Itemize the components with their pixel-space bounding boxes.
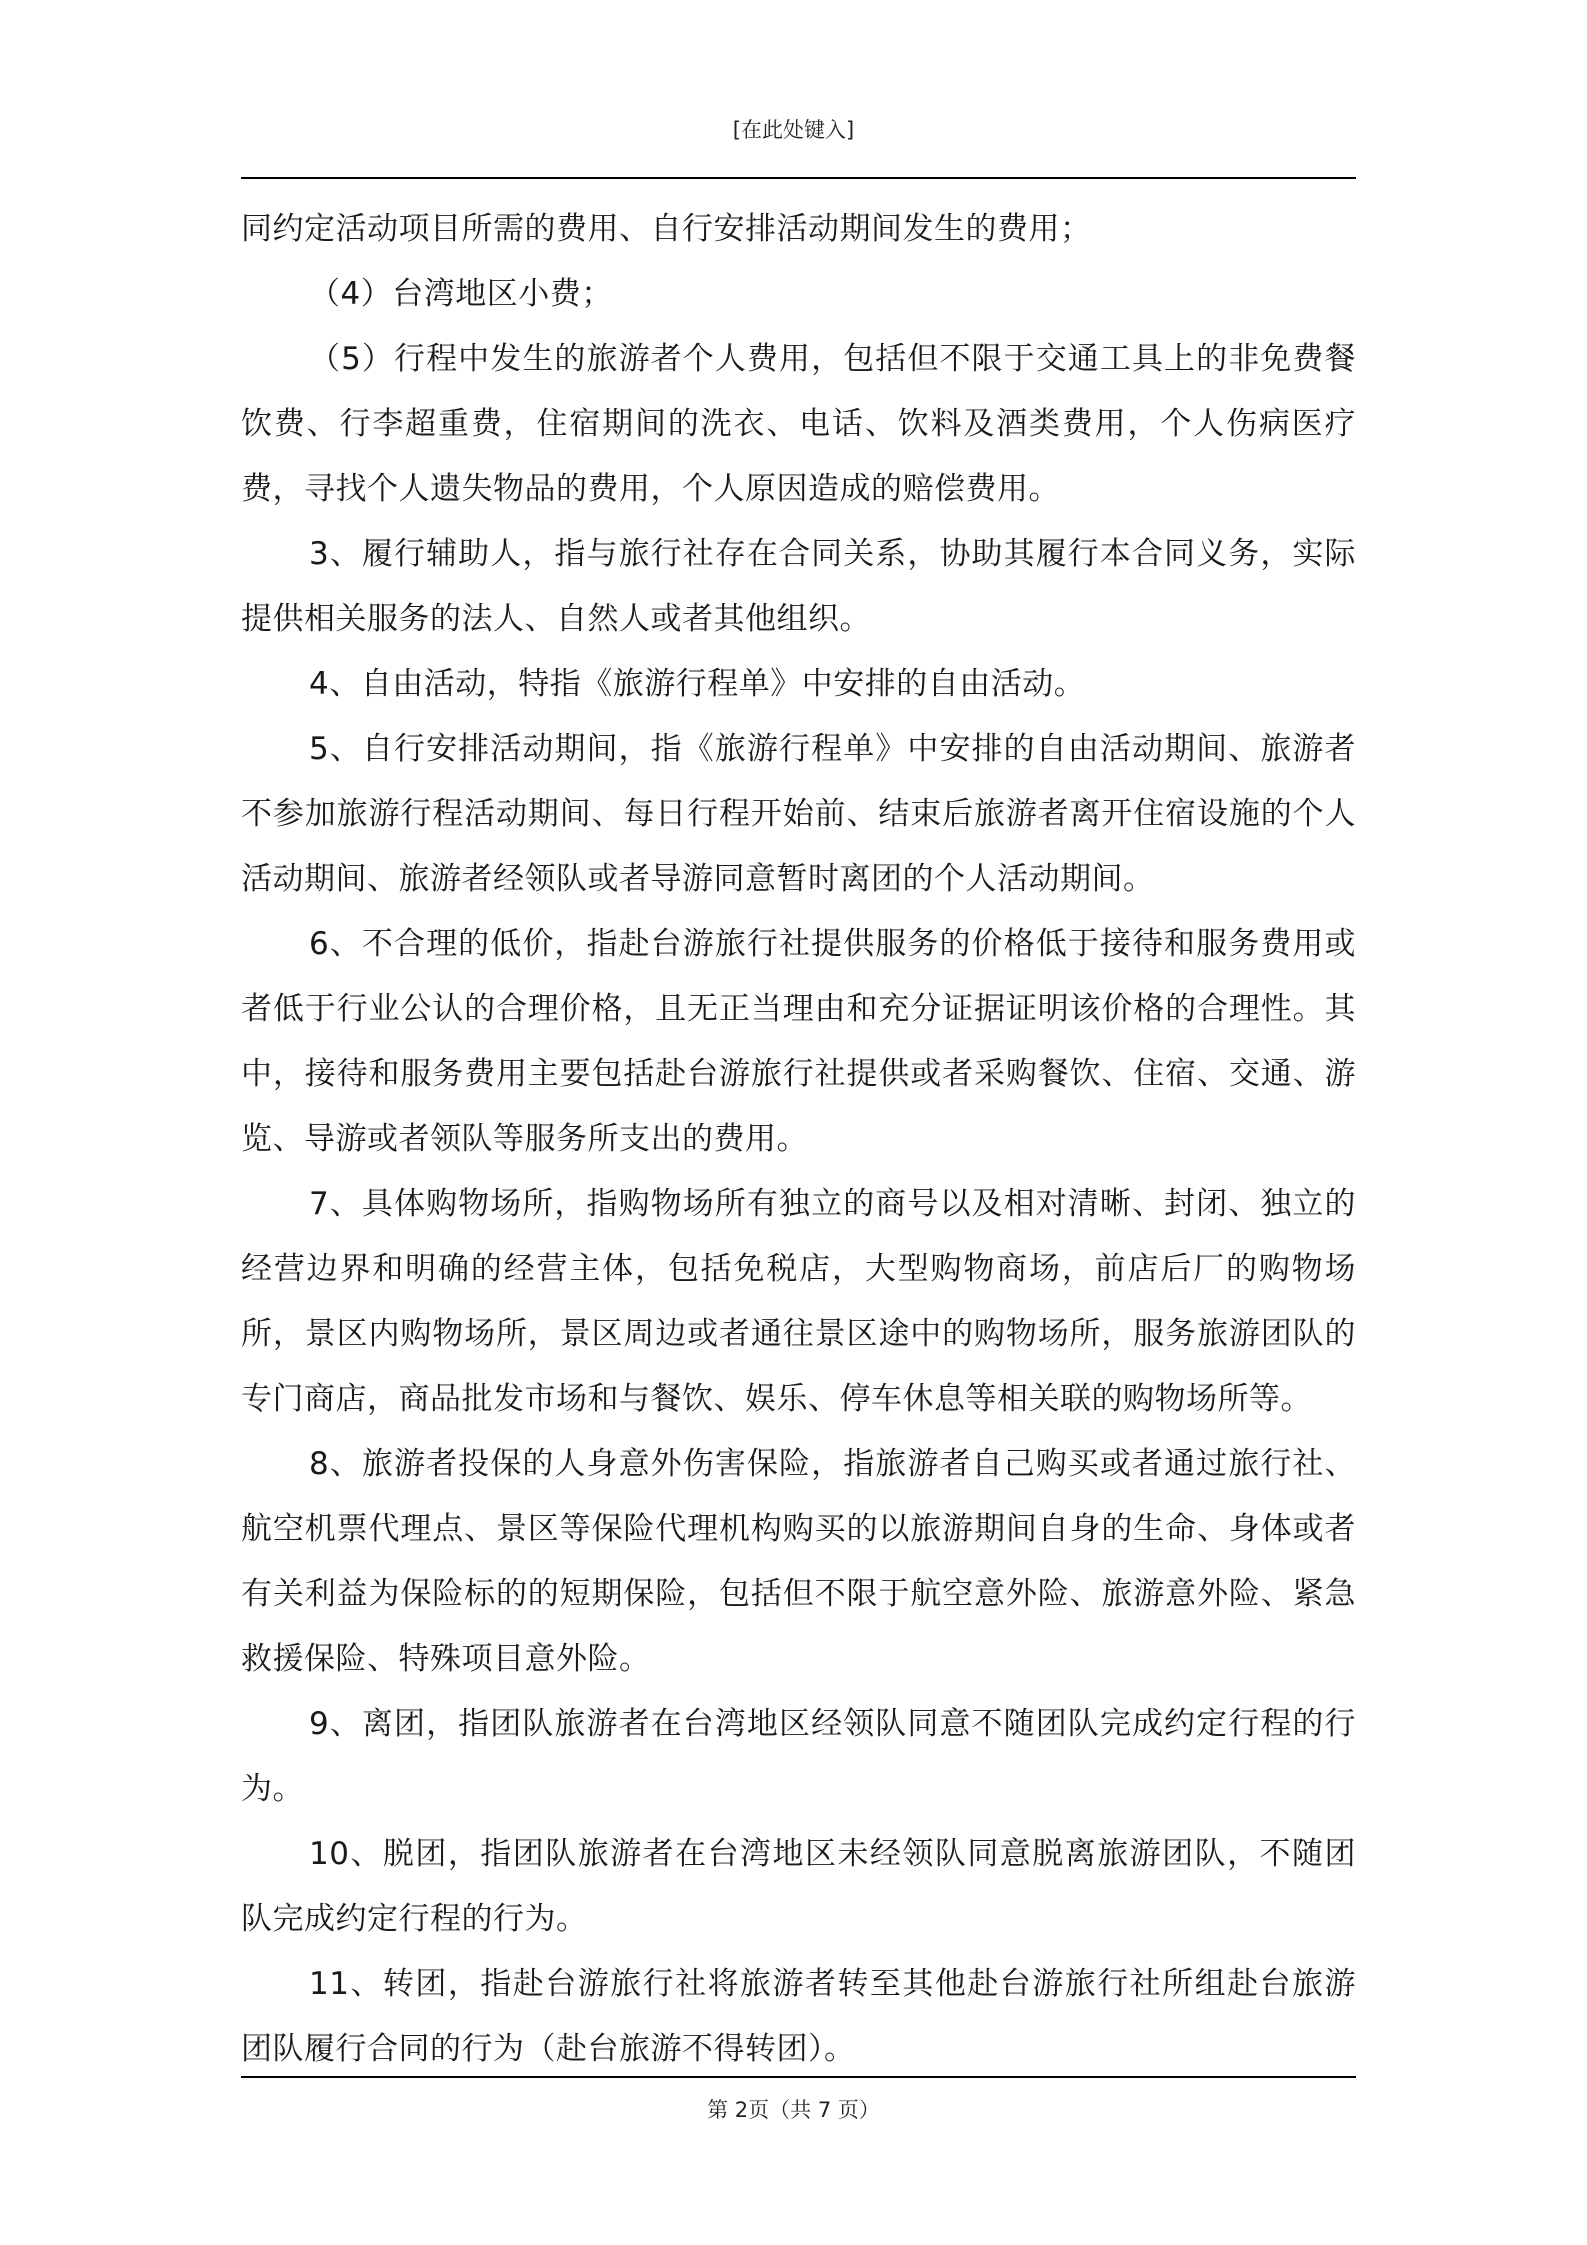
paragraph-def-9-leaving-group: 9、离团，指团队旅游者在台湾地区经领队同意不随团队完成约定行程的行为。 bbox=[241, 1706, 1356, 1807]
paragraph-def-3-performance-assistant: 3、履行辅助人，指与旅行社存在合同关系，协助其履行本合同义务，实际提供相关服务的法人、自然人或者其他组织。 bbox=[241, 536, 1356, 637]
paragraph-item-4-tips: （4）台湾地区小费； bbox=[309, 276, 613, 312]
paragraph-continuation: 同约定活动项目所需的费用、自行安排活动期间发生的费用； bbox=[241, 211, 1092, 247]
paragraph-def-10-breaking-away: 10、脱团，指团队旅游者在台湾地区未经领队同意脱离旅游团队，不随团队完成约定行程的行为。 bbox=[241, 1836, 1356, 1937]
paragraph-def-8-accident-insurance: 8、旅游者投保的人身意外伤害保险，指旅游者自己购买或者通过旅行社、航空机票代理点、景区等保险代理机构购买的以旅游期间自身的生命、身体或者有关利益为保险标的的短期保险，包括但不限于航空意外险、旅游意外险、紧急救援保险、特殊项目意外险。 bbox=[241, 1446, 1356, 1677]
footer-divider bbox=[241, 2076, 1356, 2078]
page-footer: 第 2页（共 7 页） bbox=[707, 2098, 880, 2122]
paragraph-def-11-group-transfer: 11、转团，指赴台游旅行社将旅游者转至其他赴台游旅行社所组赴台旅游团队履行合同的行为（赴台旅游不得转团）。 bbox=[241, 1966, 1356, 2067]
paragraph-def-6-unreasonable-low-price: 6、不合理的低价，指赴台游旅行社提供服务的价格低于接待和服务费用或者低于行业公认的合理价格，且无正当理由和充分证据证明该价格的合理性。其中，接待和服务费用主要包括赴台游旅行社提供或者采购餐饮、住宿、交通、游览、导游或者领队等服务所支出的费用。 bbox=[241, 926, 1356, 1157]
paragraph-def-4-free-activity: 4、自由活动，特指《旅游行程单》中安排的自由活动。 bbox=[309, 666, 1086, 702]
header-divider bbox=[241, 177, 1356, 179]
document-body bbox=[241, 197, 1356, 2082]
page-header: [在此处键入] bbox=[732, 118, 855, 142]
paragraph-def-7-shopping-place: 7、具体购物场所，指购物场所有独立的商号以及相对清晰、封闭、独立的经营边界和明确的经营主体，包括免税店，大型购物商场，前店后厂的购物场所，景区内购物场所，景区周边或者通往景区途中的购物场所，服务旅游团队的专门商店，商品批发市场和与餐饮、娱乐、停车休息等相关联的购物场所等。 bbox=[241, 1186, 1356, 1417]
paragraph-item-5-personal-expenses: （5）行程中发生的旅游者个人费用，包括但不限于交通工具上的非免费餐饮费、行李超重费，住宿期间的洗衣、电话、饮料及酒类费用，个人伤病医疗费，寻找个人遗失物品的费用，个人原因造成的赔偿费用。 bbox=[241, 341, 1356, 507]
paragraph-def-5-self-arranged-period: 5、自行安排活动期间，指《旅游行程单》中安排的自由活动期间、旅游者不参加旅游行程活动期间、每日行程开始前、结束后旅游者离开住宿设施的个人活动期间、旅游者经领队或者导游同意暂时离团的个人活动期间。 bbox=[241, 731, 1356, 897]
